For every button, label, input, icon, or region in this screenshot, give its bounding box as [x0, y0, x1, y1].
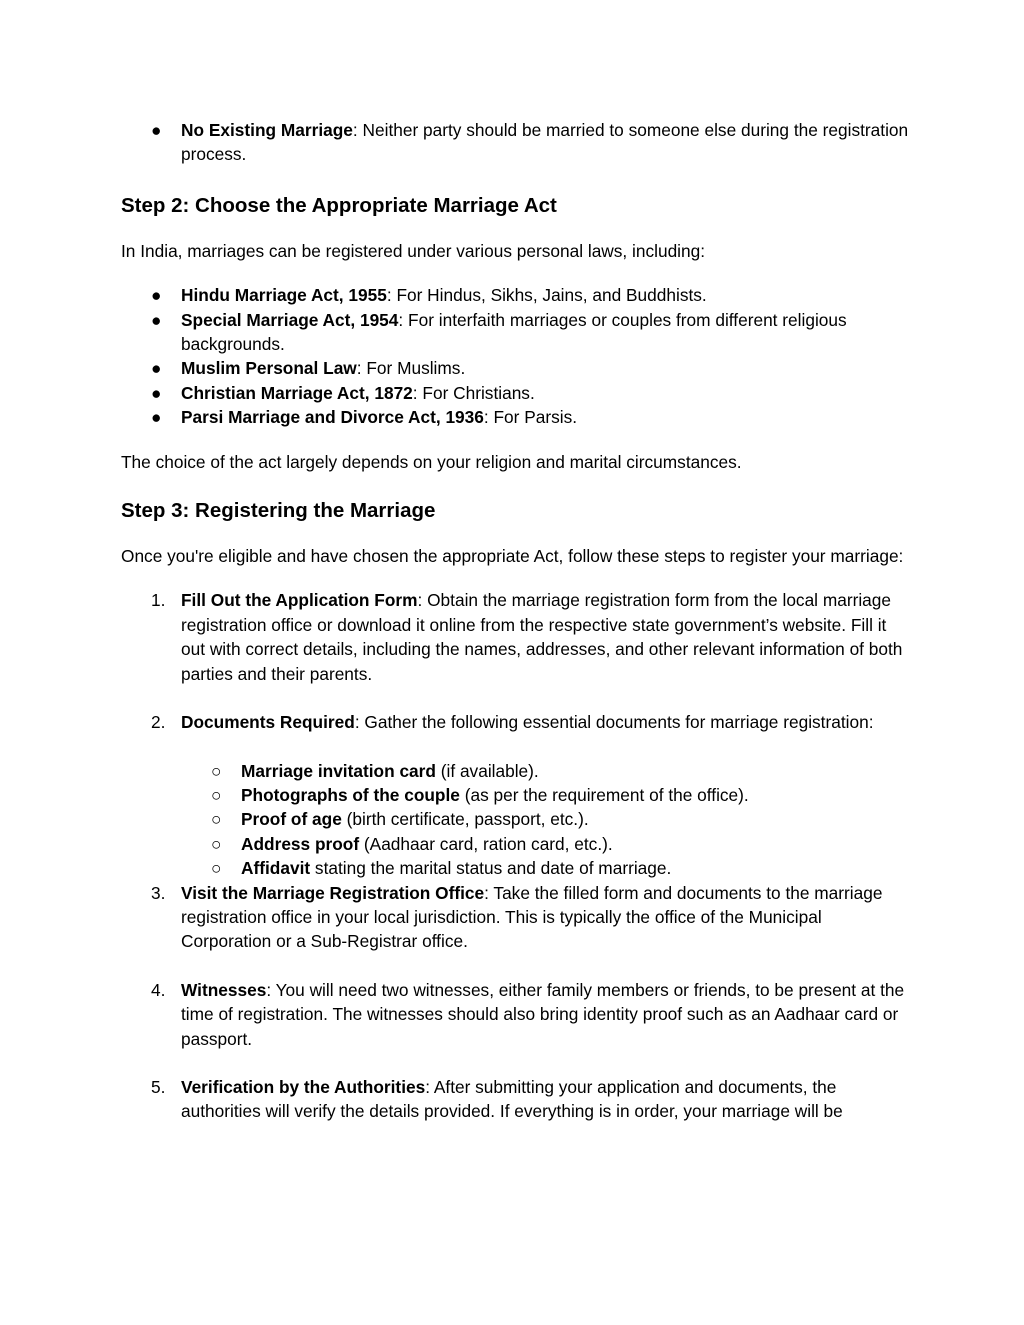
item-text: (Aadhaar card, ration card, etc.).: [359, 833, 613, 854]
item-bold: Verification by the Authorities: [181, 1076, 426, 1097]
step-number: 1.: [151, 590, 166, 611]
hollow-bullet-icon: ○: [211, 833, 222, 854]
documents-list: [121, 759, 911, 881]
list-item: [121, 405, 911, 429]
item-bold: Witnesses: [181, 979, 267, 1000]
list-item: [121, 832, 911, 856]
hollow-bullet-icon: ○: [211, 760, 222, 781]
hollow-bullet-icon: ○: [211, 858, 222, 879]
list-item: [121, 881, 911, 954]
step2-intro: In India, marriages can be registered under various personal laws, including:: [121, 240, 706, 261]
item-text: : For Muslims.: [356, 358, 466, 379]
steps-list: [121, 588, 911, 1123]
document-page: [121, 118, 911, 1124]
item-bold: Documents Required: [181, 712, 355, 733]
step2-heading: Step 2: Choose the Appropriate Marriage Act: [121, 193, 557, 217]
list-item: [121, 783, 911, 807]
list-item: [121, 588, 911, 686]
item-text: : For interfaith marriages or couples from different religious backgrounds.: [181, 309, 847, 355]
item-text: : Take the filled form and documents to the marriage registration office in your local jurisdiction. This is typically the office of the Municipal Corporation or a Sub-Registrar office.: [181, 882, 883, 952]
step-number: 2.: [151, 712, 166, 733]
item-bold: Christian Marriage Act, 1872: [181, 382, 413, 403]
item-bold: Muslim Personal Law: [181, 358, 357, 379]
item-bold: Special Marriage Act, 1954: [181, 309, 399, 330]
list-item: [121, 759, 911, 783]
item-bold: Marriage invitation card: [241, 760, 436, 781]
item-text: : Neither party should be married to someone else during the registration process.: [181, 120, 909, 165]
bullet-icon: ●: [151, 382, 162, 403]
list-item: [121, 356, 911, 380]
list-item: [121, 1075, 911, 1124]
list-item: [121, 710, 911, 734]
item-text: : Obtain the marriage registration form from the local marriage registration office or download it online from the respective state government’s website. Fill it out with correct details, including the names, addresses, and other relevant information of both parties and their parents.: [181, 590, 903, 684]
list-item: [121, 807, 911, 831]
step3-heading: Step 3: Registering the Marriage: [121, 499, 436, 523]
hollow-bullet-icon: ○: [211, 784, 222, 805]
item-text: : For Hindus, Sikhs, Jains, and Buddhists.: [386, 285, 707, 306]
item-text: (as per the requirement of the office).: [459, 784, 749, 805]
step-number: 5.: [151, 1076, 166, 1097]
item-bold: No Existing Marriage: [181, 120, 353, 140]
item-bold: Hindu Marriage Act, 1955: [181, 285, 387, 306]
list-item: [121, 381, 911, 405]
item-text: : You will need two witnesses, either family members or friends, to be present at the time of registration. The witnesses should also bring identity proof such as an Aadhaar card or passport.: [181, 979, 905, 1049]
bullet-icon: ●: [151, 407, 162, 428]
item-text: (birth certificate, passport, etc.).: [341, 809, 589, 830]
list-item: [121, 283, 911, 307]
bullet-icon: ●: [151, 285, 162, 306]
list-item: [121, 118, 911, 167]
list-item: [121, 856, 911, 880]
hollow-bullet-icon: ○: [211, 809, 222, 830]
item-text: (if available).: [435, 760, 539, 781]
list-item: [121, 978, 911, 1051]
item-text: : After submitting your application and documents, the authorities will verify the details provided. If everything is in order, your marriage will be: [181, 1076, 843, 1122]
item-text: stating the marital status and date of marriage.: [310, 858, 672, 879]
item-bold: Fill Out the Application Form: [181, 590, 418, 611]
item-text: : Gather the following essential documents for marriage registration:: [354, 712, 874, 733]
acts-list: [121, 283, 911, 429]
item-text: : For Parsis.: [483, 407, 578, 428]
item-bold: Proof of age: [241, 809, 342, 830]
bullet-icon: ●: [151, 120, 162, 140]
step-number: 4.: [151, 979, 166, 1000]
bullet-icon: ●: [151, 358, 162, 379]
step2-closing: The choice of the act largely depends on your religion and marital circumstances.: [121, 451, 742, 472]
item-text: : For Christians.: [412, 382, 535, 403]
list-item: [121, 308, 911, 357]
item-bold: Parsi Marriage and Divorce Act, 1936: [181, 407, 484, 428]
step3-intro: Once you're eligible and have chosen the appropriate Act, follow these steps to register your marriage:: [121, 546, 904, 567]
step-number: 3.: [151, 882, 166, 903]
item-bold: Visit the Marriage Registration Office: [181, 882, 485, 903]
item-bold: Address proof: [241, 833, 360, 854]
item-bold: Affidavit: [241, 858, 311, 879]
bullet-icon: ●: [151, 309, 162, 330]
item-bold: Photographs of the couple: [241, 784, 460, 805]
